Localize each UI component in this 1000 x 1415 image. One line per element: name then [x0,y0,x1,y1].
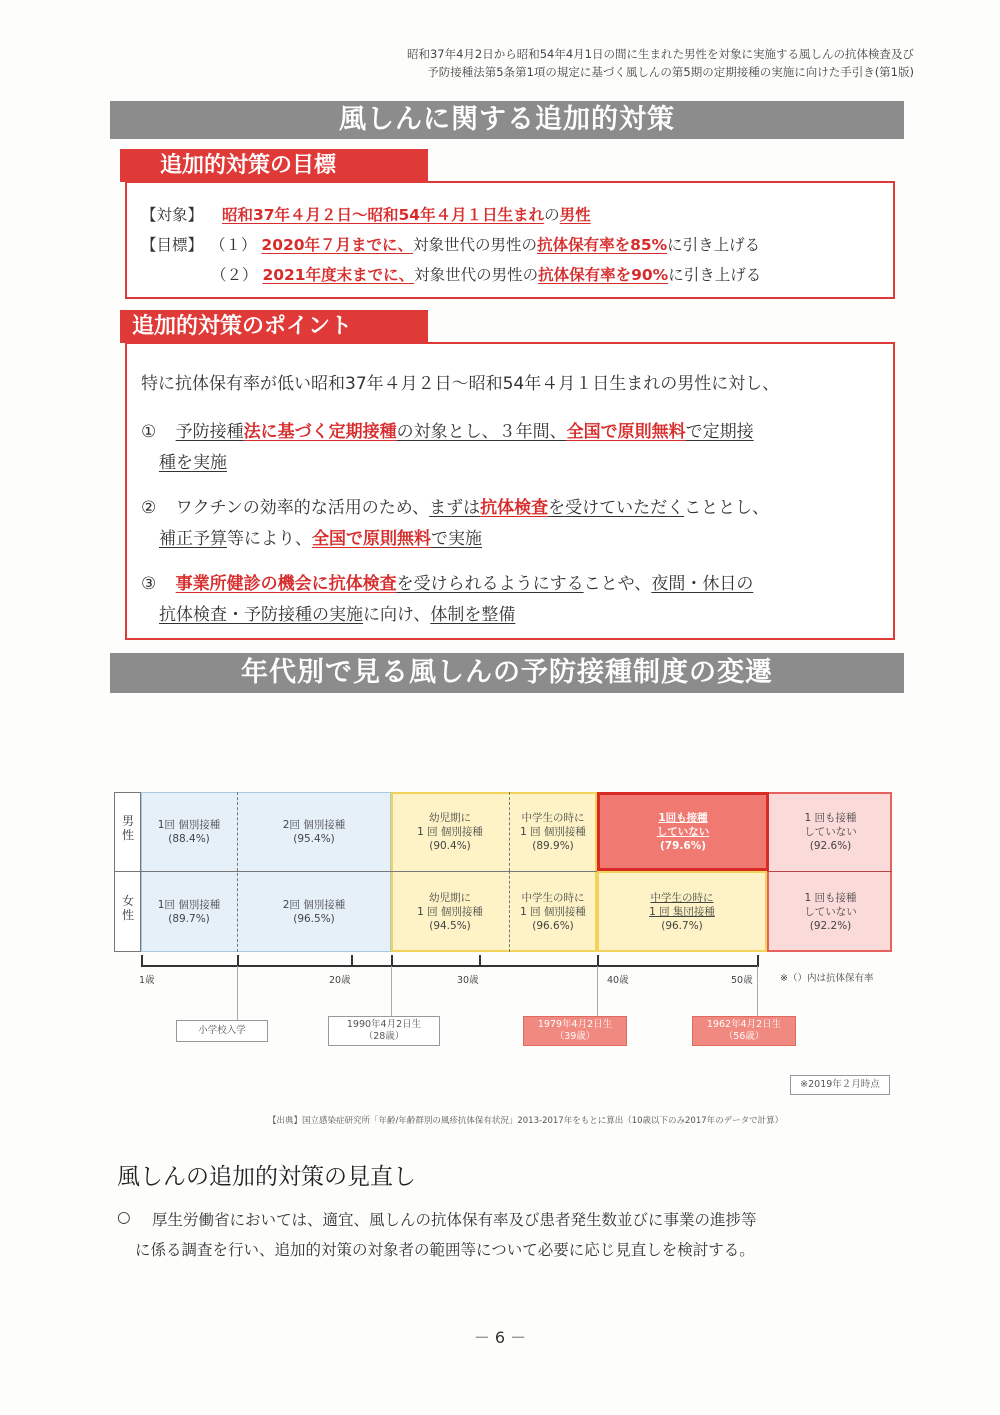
female-cell-5 [597,871,767,952]
point-2-line-1 [141,492,769,524]
tick-mark-56 [757,955,759,966]
female-cell-6-l2: していない [804,905,857,918]
male-cell-5 [597,792,769,871]
goal-2-end: に引き上げる [668,266,762,284]
marker-1979 [523,1016,627,1046]
point-3-c: ことや、 [583,574,652,594]
marker-1962 [692,1016,796,1046]
tick-mark-20 [351,955,353,966]
source-note: 【出典】国立感染症研究所「年齢/年齢群別の風疹抗体保有状況」2013-2017年をもとに算出（10歳以下のみ2017年のデータで計算） [268,1116,784,1126]
point-2-i: で実施 [431,529,482,549]
point-3-b: を受けられるようにする [396,574,584,594]
goal-1-mid: 対象世代の男性の [413,236,538,254]
female-cell-4 [509,871,597,952]
male-cell-5-l2: していない [656,825,710,838]
point-1-line-2 [159,447,227,479]
point-1-free: 全国で原則無料 [566,422,686,442]
connector-1962 [757,966,758,1016]
male-cell-6-l3: (92.6%) [809,839,852,852]
marker-1962-l2: （56歳） [723,1031,765,1042]
point-1-f: 種を実施 [159,453,227,473]
goal-1-rate: 抗体保有率を85% [537,236,668,254]
review-heading: 風しんの追加的対策の見直し [117,1164,416,1190]
target-row [141,203,591,225]
points-box [125,342,895,640]
point-2-f: 補正予算 [159,529,227,549]
connector-school [237,966,238,1020]
age-axis [141,965,759,967]
male-cell-2-l1: 2回 個別接種 [282,818,346,831]
male-cell-5-l1: 1回も接種 [658,811,708,824]
male-cell-6-l1: 1 回も接種 [804,811,857,824]
male-cell-3-l3: (90.4%) [429,839,471,852]
point-1-c: の対象とし、３年間、 [396,422,567,442]
marker-school-entry-text: 小学校入学 [198,1025,246,1036]
female-cell-4-l1: 中学生の時に [521,891,585,904]
point-1-num: ① [141,422,157,442]
point-1-b: 法に基づく定期接種 [243,422,397,442]
female-cell-1 [141,871,237,952]
marker-1990 [328,1016,440,1046]
point-3-a: 事業所健診の機会に抗体検査 [175,574,397,594]
marker-1979-l1: 1979年4月2日生 [537,1019,613,1030]
male-cell-2 [237,792,391,871]
date-note-text: ※2019年２月時点 [800,1079,880,1090]
male-cell-3 [391,792,509,871]
point-2-e: こととし、 [684,498,770,518]
point-2-line-2 [159,523,482,555]
connector-1990 [391,966,392,1016]
tick-mark-30 [479,955,481,966]
point-2-d: を受けていただく [548,498,685,518]
tick-label-50: 50歳 [731,975,753,986]
female-cell-3-l3: (94.5%) [429,919,471,932]
male-cell-3-l2: 1 回 個別接種 [417,825,483,838]
tick-label-40: 40歳 [607,975,629,986]
male-cell-2-l3: (95.4%) [293,832,335,845]
tick-label-1: 1歳 [139,975,155,986]
point-3-f: に向け、 [363,605,431,625]
marker-1990-l2: （28歳） [363,1031,405,1042]
male-cell-5-l3: (79.6%) [659,839,707,852]
review-bullet: ○ [117,1208,131,1226]
tick-label-30: 30歳 [457,975,479,986]
goal-2-rate: 抗体保有率を90% [538,266,669,284]
row-divider-label [114,871,141,872]
goal-row-2 [211,263,761,285]
female-cell-6 [769,871,892,952]
point-3-num: ③ [141,574,157,594]
connector-1979 [597,966,598,1016]
point-2-num: ② [141,498,157,518]
points-tab: 追加的対策のポイント [120,310,428,343]
tick-mark-6 [237,955,239,966]
tick-mark-28 [391,955,393,966]
points-intro: 特に抗体保有率が低い昭和37年４月２日～昭和54年４月１日生まれの男性に対し、 [141,374,780,394]
goal-1-end: に引き上げる [667,236,761,254]
female-cell-3-l2: 1 回 個別接種 [417,905,483,918]
marker-1979-l2: （39歳） [554,1031,596,1042]
point-2-a: ワクチンの効率的な活用のため、 [175,498,430,518]
header-line-1: 昭和37年4月2日から昭和54年4月1日の間に生まれた男性を対象に実施する風しんの抗体検査及び [406,47,914,61]
goal-label: 【目標】 [141,236,204,254]
target-label: 【対象】 [141,206,204,224]
female-cell-6-l1: 1 回も接種 [804,891,857,904]
date-note [790,1075,890,1095]
vaccination-timeline [114,792,894,952]
tick-mark-39 [597,955,599,966]
row-label-female: 女性 [121,894,134,922]
female-cell-2-l3: (96.5%) [293,912,335,925]
female-cell-2 [237,871,391,952]
female-cell-2-l1: 2回 個別接種 [282,898,346,911]
marker-1990-l1: 1990年4月2日生 [346,1019,422,1030]
male-cell-4-l1: 中学生の時に [521,811,585,824]
point-1-line-1 [141,416,754,448]
point-2-g: 等により、 [227,529,312,549]
goal-1-num: （１） [209,236,257,254]
male-cell-4 [509,792,597,871]
goal-tab: 追加的対策の目標 [120,149,428,182]
male-cell-6-l2: していない [804,825,857,838]
male-cell-3-l1: 幼児期に [429,811,471,824]
point-3-e: 抗体検査・予防接種の実施 [159,605,363,625]
goal-2-deadline: 2021年度末までに、 [262,266,415,284]
point-2-free: 全国で原則無料 [312,529,431,549]
tick-label-20: 20歳 [329,975,351,986]
goal-box [125,181,895,299]
female-cell-5-l1: 中学生の時に [650,891,714,904]
marker-1962-l1: 1962年4月2日生 [706,1019,782,1030]
female-cell-1-l3: (89.7%) [168,912,210,925]
review-line-1: 厚生労働省においては、適宜、風しんの抗体保有率及び患者発生数並びに事業の進捗等 [152,1211,757,1229]
goal-row-1 [141,233,760,255]
point-1-a: 予防接種 [175,422,244,442]
male-cell-1-l3: (88.4%) [168,832,210,845]
page-number: － 6 － [473,1328,527,1347]
point-3-line-1 [141,568,753,600]
female-cell-3 [391,871,509,952]
male-cell-4-l2: 1 回 個別接種 [520,825,586,838]
marker-school-entry [176,1020,268,1042]
target-particle: の [544,206,560,224]
point-3-d: 夜間・休日の [651,574,754,594]
female-cell-1-l1: 1回 個別接種 [157,898,221,911]
review-line-2: に係る調査を行い、追加的対策の対象者の範囲等について必要に応じ見直しを検討する。 [135,1241,755,1259]
male-cell-1 [141,792,237,871]
male-cell-4-l3: (89.9%) [532,839,574,852]
goal-1-deadline: 2020年７月までに、 [261,236,414,254]
point-2-test: 抗体検査 [480,498,549,518]
point-3-line-2 [159,599,515,631]
goal-2-mid: 対象世代の男性の [414,266,539,284]
target-range: 昭和37年４月２日～昭和54年４月１日生まれ [221,206,545,224]
point-2-b: まずは [429,498,481,518]
female-cell-4-l3: (96.6%) [532,919,574,932]
section-title-history: 年代別で見る風しんの予防接種制度の変遷 [110,653,904,693]
header-line-2: 予防接種法第5条第1項の規定に基づく風しんの第5期の定期接種の実施に向けた手引き(第1版) [427,65,914,79]
tick-note: ※（）内は抗体保有率 [780,973,874,984]
row-label-male: 男性 [121,814,134,842]
goal-2-num: （２） [211,266,258,284]
male-cell-6 [769,792,892,871]
tick-mark-1 [141,955,143,966]
point-1-e: で定期接 [685,422,754,442]
female-cell-4-l2: 1 回 個別接種 [520,905,586,918]
section-title-measures: 風しんに関する追加的対策 [110,101,904,139]
female-cell-3-l1: 幼児期に [429,891,471,904]
target-sex: 男性 [559,206,591,224]
female-cell-6-l3: (92.2%) [809,919,852,932]
female-cell-5-l3: (96.7%) [661,919,703,932]
female-cell-5-l2: 1 回 集団接種 [649,905,715,918]
male-cell-1-l1: 1回 個別接種 [157,818,221,831]
point-3-g: 体制を整備 [430,605,516,625]
